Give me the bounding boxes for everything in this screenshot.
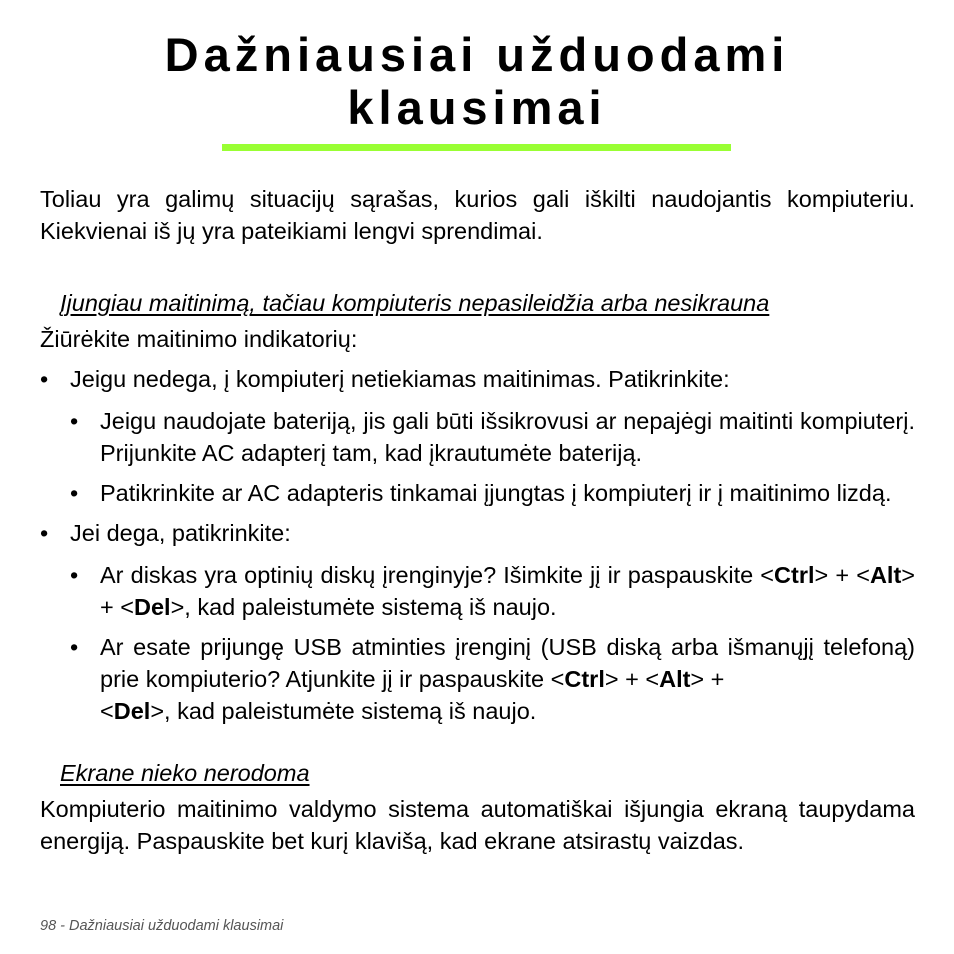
text-run: > + < [814,562,870,588]
key-del: Del [133,594,171,620]
list-item [40,363,915,509]
key-ctrl: Ctrl [774,562,815,588]
text-run: > + < [604,666,660,692]
list-item [70,631,915,727]
page-title-line-1: Dažniausiai užduodami [164,28,790,81]
list-item-text [100,634,915,724]
key-alt: Alt [869,562,902,588]
key-ctrl: Ctrl [564,666,605,692]
text-run: > + < [100,562,915,620]
title-underline-bar [222,144,731,151]
sub-list [70,405,915,509]
page-footer: 98 - Dažniausiai užduodami klausimai [40,918,284,934]
bullet-icon: • [40,520,49,546]
list-item [70,477,915,509]
document-body [40,183,915,857]
list-item-text: Jeigu nedega, į kompiuterį netiekiamas maitinimas. Patikrinkite: [70,366,730,392]
power-checklist [40,363,915,727]
text-run: >, kad paleistumėte sistemą iš naujo. [150,698,537,724]
bullet-icon: • [70,408,79,434]
key-del: Del [113,698,151,724]
key-alt: Alt [659,666,691,692]
list-item-text [100,562,915,620]
list-item [70,559,915,623]
text-run: Ar esate prijungę USB atminties įrenginį (USB diską arba išmanųjį telefoną) prie kompiuterio? Atjunkite jį ir paspauskite < [100,634,915,692]
section-heading-display: Ekrane nieko nerodoma [60,760,310,786]
text-run: Ar diskas yra optinių diskų įrenginyje? Išimkite jį ir paspauskite < [100,562,775,588]
display-paragraph: Kompiuterio maitinimo valdymo sistema automatiškai išjungia ekraną taupydama energiją. Paspauskite bet kurį klavišą, kad ekrane atsirastų vaizdas. [40,796,915,854]
list-item-text: Jeigu naudojate bateriją, jis gali būti išsikrovusi ar nepajėgi maitinti kompiuterį. Prijunkite AC adapterį tam, kad įkrautumėte bateriją. [100,408,915,466]
page-title [0,28,954,134]
text-run: < [100,698,114,724]
section-heading-power: Įjungiau maitinimą, tačiau kompiuteris nepasileidžia arba nesikrauna [60,290,770,316]
text-run: > + [690,666,725,692]
list-item-text: Patikrinkite ar AC adapteris tinkamai įjungtas į kompiuterį ir į maitinimo lizdą. [100,480,892,506]
bullet-icon: • [70,480,79,506]
bullet-icon: • [70,562,79,588]
page-title-line-2: klausimai [347,81,607,134]
sub-list [70,559,915,727]
section-lead-power: Žiūrėkite maitinimo indikatorių: [40,326,358,352]
bullet-icon: • [70,634,79,660]
list-item [70,405,915,469]
intro-paragraph: Toliau yra galimų situacijų sąrašas, kurios gali iškilti naudojantis kompiuteriu. Kiekvienai iš jų yra pateikiami lengvi sprendimai. [40,186,915,244]
list-item [40,517,915,727]
text-run: >, kad paleistumėte sistemą iš naujo. [170,594,557,620]
bullet-icon: • [40,366,49,392]
list-item-text: Jei dega, patikrinkite: [70,520,291,546]
